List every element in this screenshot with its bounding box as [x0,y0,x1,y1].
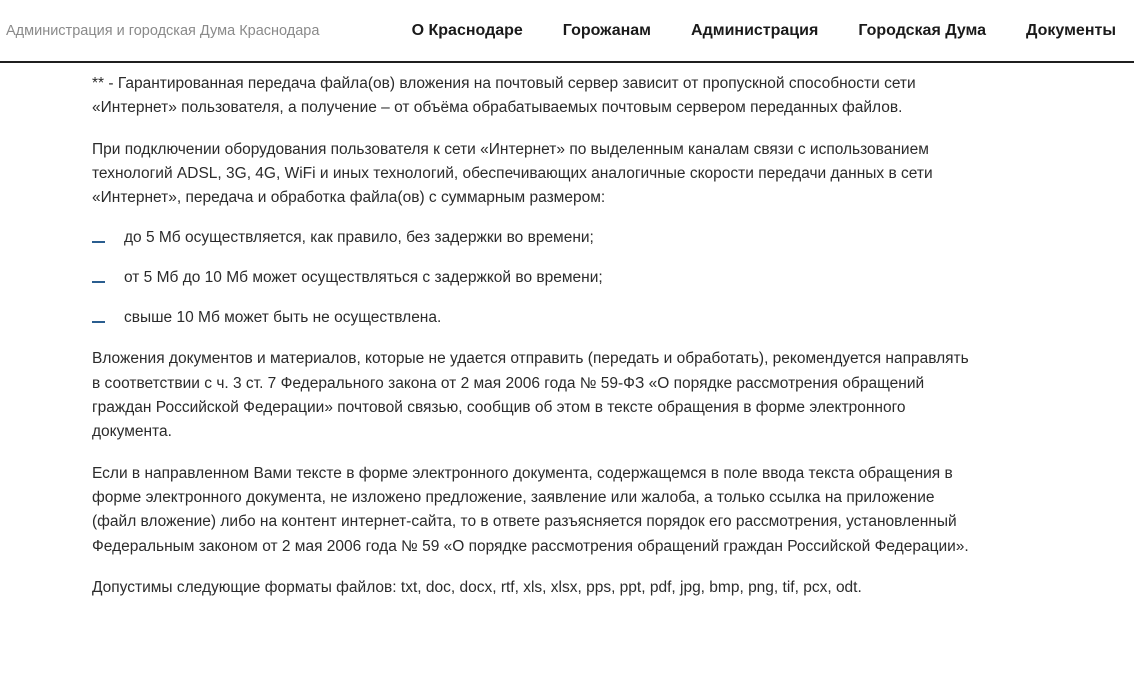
list-item-text: свыше 10 Мб может быть не осуществлена. [124,309,442,327]
dash-bullet-icon [92,321,105,323]
file-size-list [92,226,972,330]
nav-item-about-krasnodar[interactable]: О Краснодаре [411,22,523,39]
paragraph-link-only-appeal: Если в направленном Вами тексте в форме электронного документа, содержащемся в поле ввода текста обращения в форме электронного документа, не изложено предложение, заявление или жалоба, а только ссылка на приложение (файл вложение) либо на контент интернет-сайта, то в ответе разъясняется порядок его рассмотрения, установленный Федеральным законом от 2 мая 2006 года № 59 «О порядке рассмотрения обращений граждан Российской Федерации». [92,464,969,555]
list-item [92,306,972,330]
list-item [92,266,972,290]
nav-item-citizens[interactable]: Горожанам [562,22,652,39]
site-title-link[interactable]: Администрация и городская Дума Краснодара [6,23,320,39]
paragraph-attachments-mail: Вложения документов и материалов, которые не удается отправить (передать и обработать), рекомендуется направлять в соответствии с ч. 3 ст. 7 Федерального закона от 2 мая 2006 года № 59-ФЗ «О порядке рассмотрения обращений граждан Российской Федерации» почтовой связью, сообщив об этом в тексте обращения в форме электронного документа. [92,350,969,441]
paragraph-connection-info: При подключении оборудования пользователя к сети «Интернет» по выделенным каналам связи с использованием технологий ADSL, 3G, 4G, WiFi и иных технологий, обеспечивающих аналогичные скорости передачи данных в сети «Интернет», передача и обработка файла(ов) с суммарным размером: [92,140,933,207]
dash-bullet-icon [92,281,105,283]
nav-item-city-duma[interactable]: Городская Дума [858,22,987,39]
list-item-text: от 5 Мб до 10 Мб может осуществляться с задержкой во времени; [124,269,603,287]
nav-item-documents[interactable]: Документы [1026,22,1116,39]
list-item-text: до 5 Мб осуществляется, как правило, без задержки во времени; [124,229,594,247]
nav-item-administration[interactable]: Администрация [691,22,819,39]
paragraph-transfer-note: ** - Гарантированная передача файла(ов) вложения на почтовый сервер зависит от пропускной способности сети «Интернет» пользователя, а получение – от объёма обрабатываемых почтовым сервером переданных файлов. [92,75,916,117]
main-content [92,72,972,600]
dash-bullet-icon [92,241,105,243]
list-item [92,226,972,250]
site-header [0,0,1134,63]
main-nav [412,22,1116,40]
paragraph-file-formats: Допустимы следующие форматы файлов: txt, doc, docx, rtf, xls, xlsx, pps, ppt, pdf, jpg, bmp, png, tif, pcx, odt. [92,578,862,596]
